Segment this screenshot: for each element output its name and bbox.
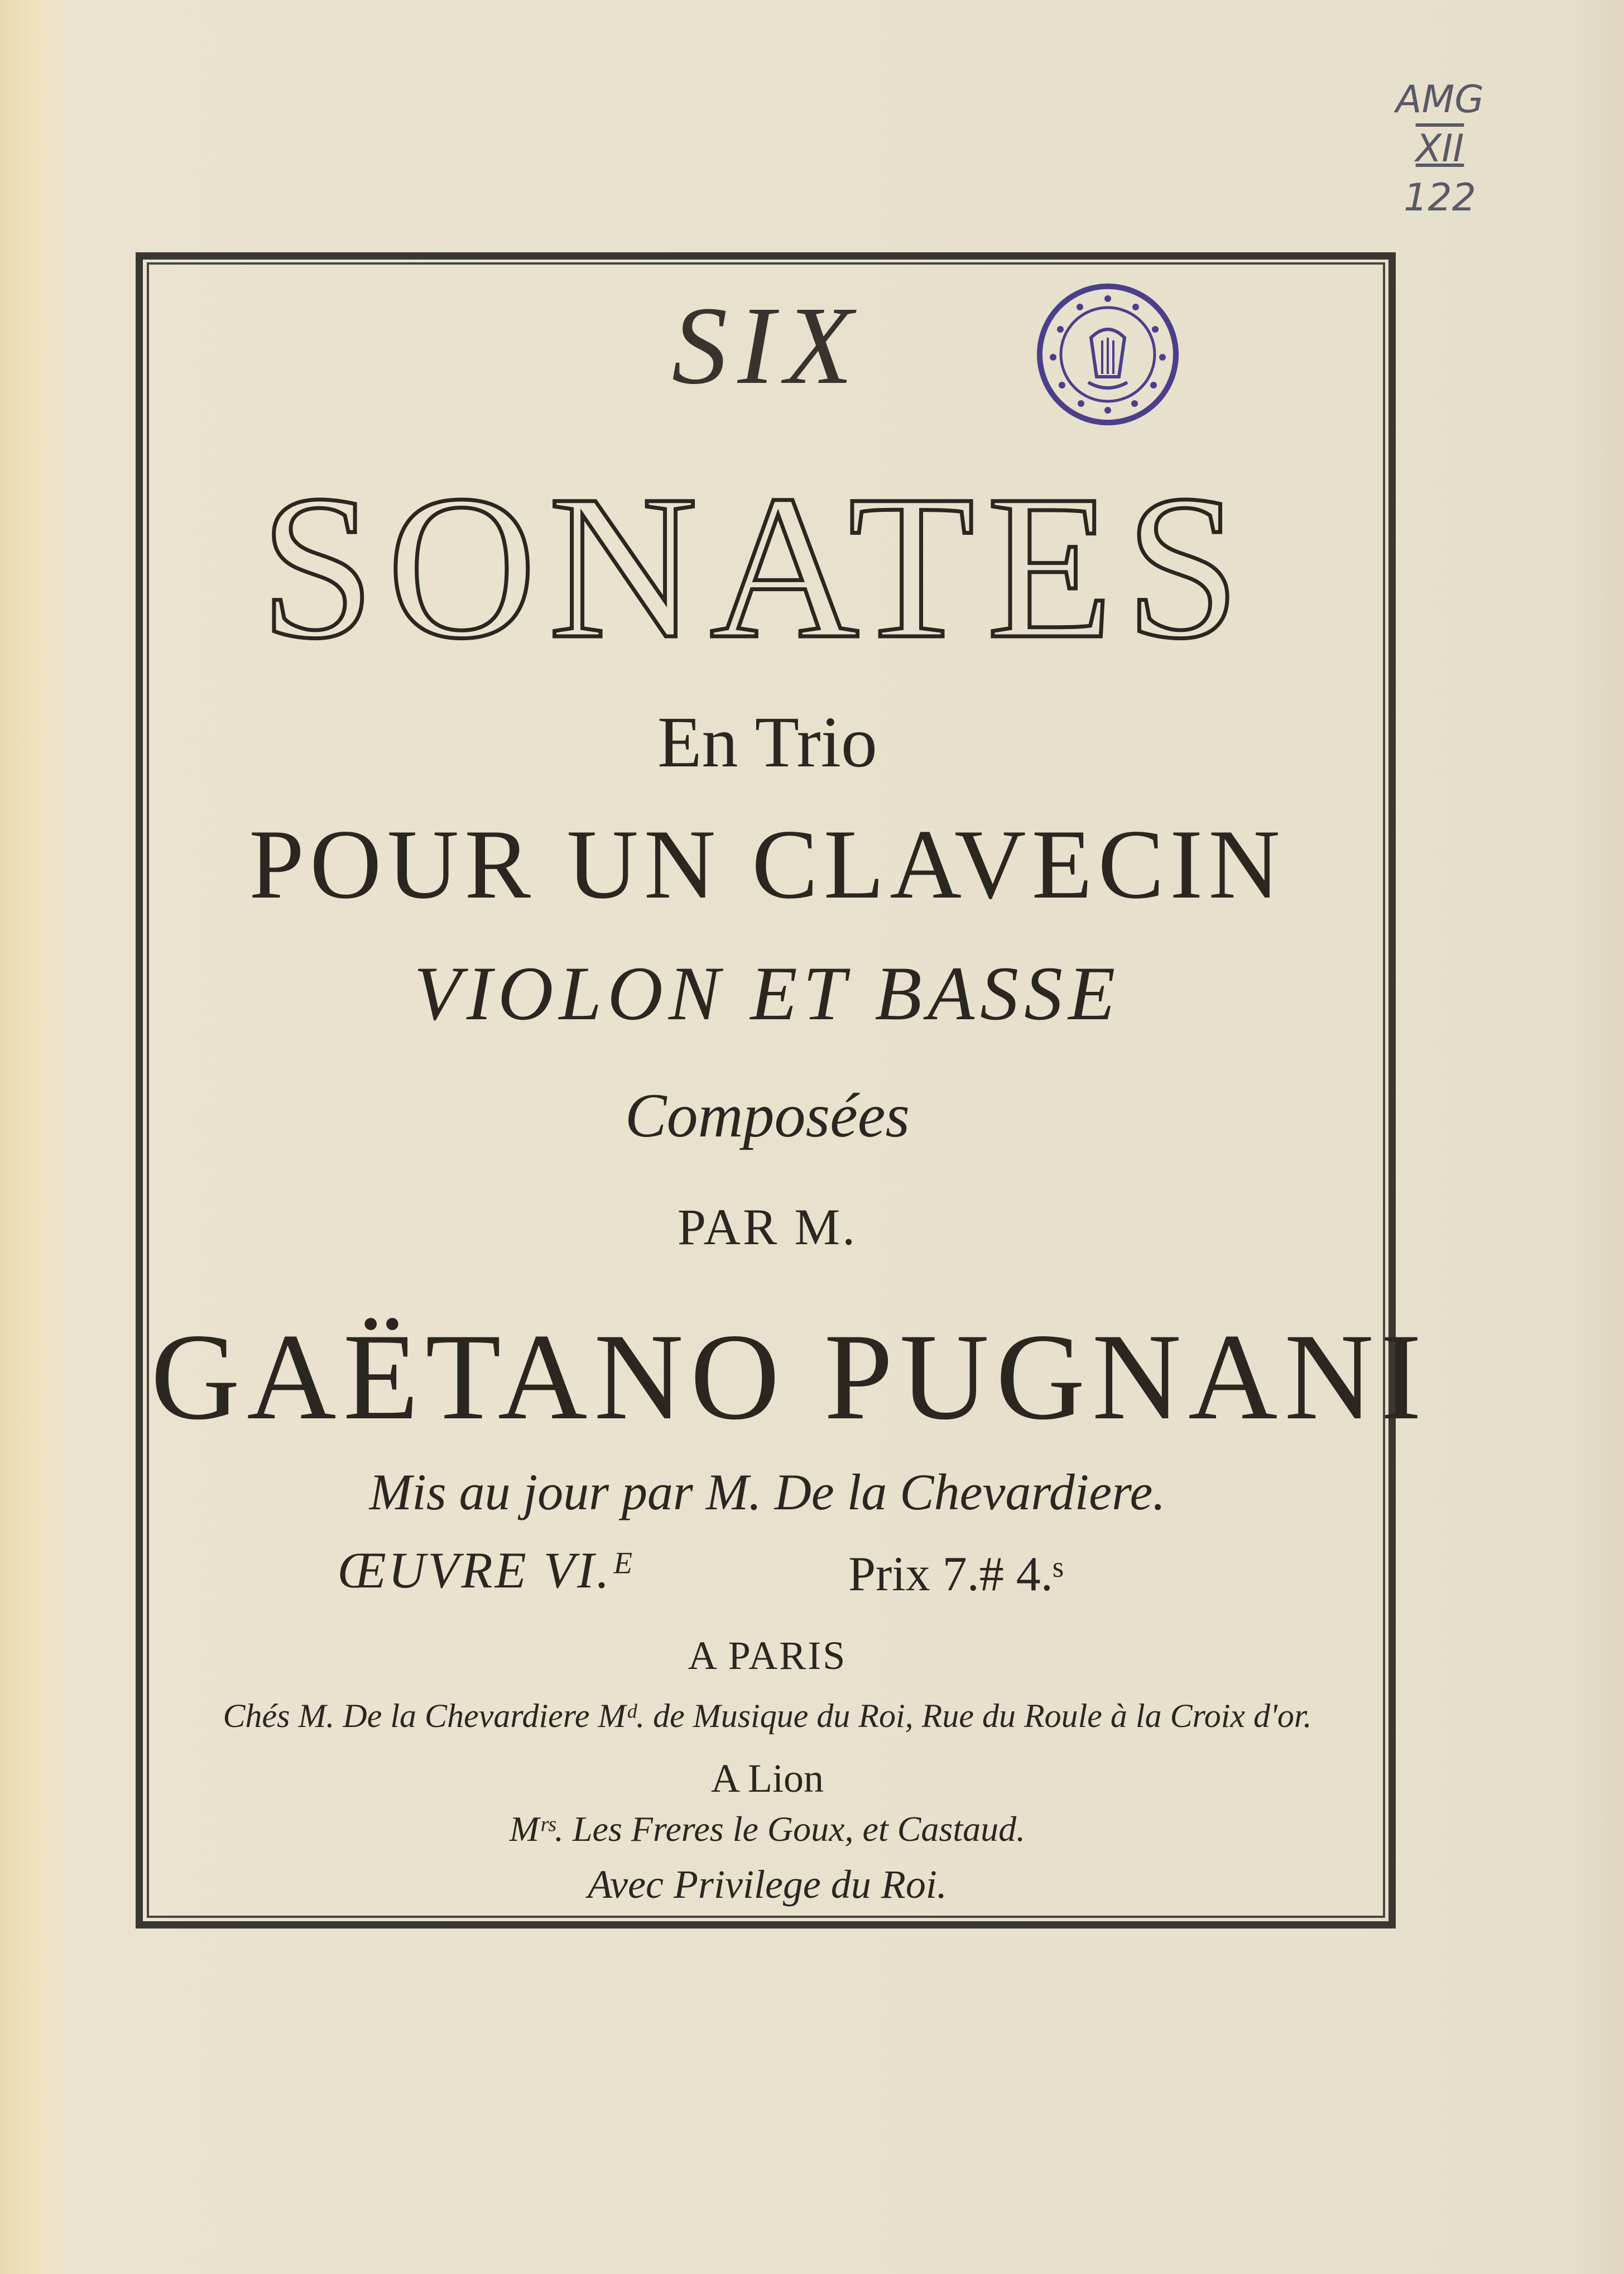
subtitle-pour-un-clavecin: POUR UN CLAVECIN (249, 809, 1286, 919)
composer-name: GAËTANO PUGNANI (151, 1308, 1429, 1446)
shelfmark-line-2: XII (1415, 127, 1464, 171)
text-composees: Composées (624, 1081, 910, 1150)
title-sonates (167, 469, 1345, 670)
title-sonates-text: SONATES (260, 469, 1253, 670)
subtitle-violon-et-basse: VIOLON ET BASSE (414, 951, 1121, 1036)
imprint-address-lion: Mʳˢ. Les Freres le Goux, et Castaud. (509, 1809, 1026, 1849)
opus-number: ŒUVRE VI.ᴱ (338, 1542, 635, 1599)
imprint-city-paris: A PARIS (688, 1633, 847, 1678)
shelfmark-annotation (1378, 75, 1501, 223)
shelfmark-line-3: 122 (1404, 176, 1476, 220)
privilege-note: Avec Privilege du Roi. (588, 1862, 947, 1907)
title-six: SIX (671, 284, 863, 407)
text-par-m: PAR M. (677, 1198, 858, 1255)
imprint-address-paris: Chés M. De la Chevardiere Mᵈ. de Musique du Roi, Rue du Roule à la Croix d'or. (223, 1697, 1312, 1734)
paper-edge (0, 0, 53, 2274)
imprint-city-lion: A Lion (710, 1756, 824, 1801)
price: Prix 7.# 4.ˢ (848, 1547, 1064, 1601)
subtitle-en-trio: En Trio (657, 702, 877, 783)
publisher-note: Mis au jour par M. De la Chevardiere. (369, 1464, 1166, 1520)
shelfmark-line-1: AMG (1396, 78, 1484, 122)
